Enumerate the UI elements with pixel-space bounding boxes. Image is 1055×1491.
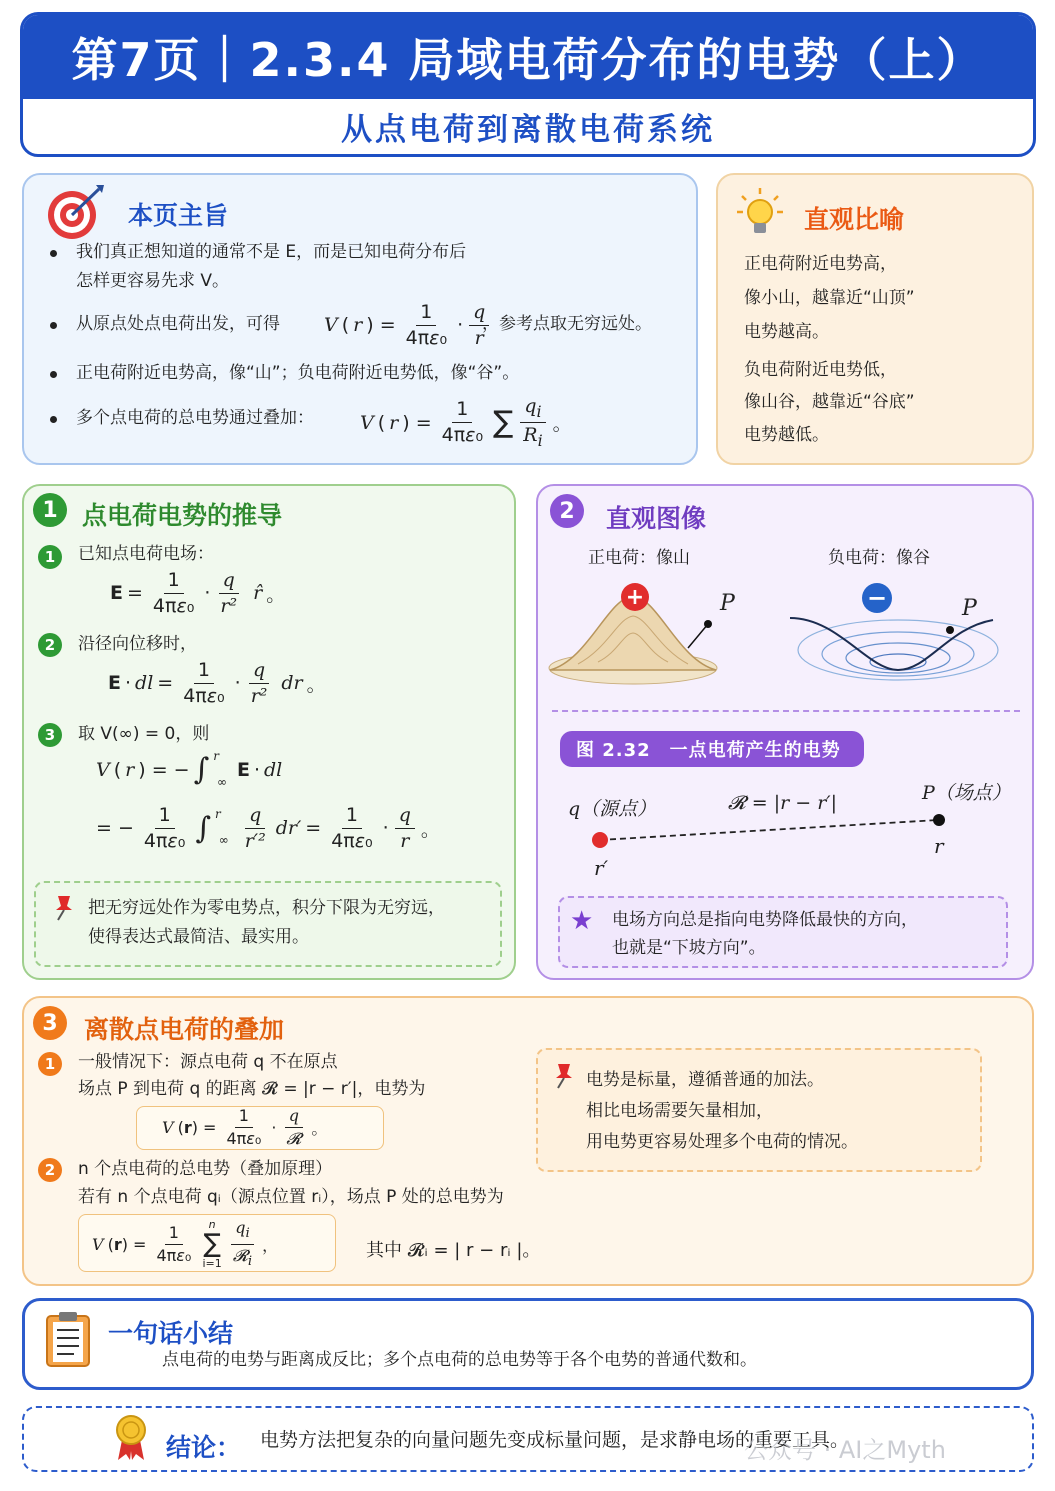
analogy-line-2: 像小山，越靠近“山顶”	[744, 288, 915, 308]
step-1-text: 已知点电荷电场：	[78, 544, 214, 564]
analogy-title: 直观比喻	[804, 205, 905, 234]
main-purpose-title: 本页主旨	[128, 201, 229, 230]
section-3-number: 3	[33, 1006, 67, 1040]
superposition-formula: V ( r ) = $\frac{1}{\text{4πε₀}}$ ∑ $\frac{q_i}{R_i}$ 。	[360, 395, 572, 450]
analogy-line-5: 像山谷，越靠近“谷底”	[744, 392, 915, 412]
item-2-line2: 若有 n 个点电荷 qᵢ（源点位置 rᵢ），场点 P 处的总电势为	[78, 1187, 504, 1207]
negative-charge-label: 负电荷：像谷	[828, 548, 930, 568]
summary-text: 点电荷的电势与距离成反比；多个点电荷的总电势等于各个电势的普通代数和。	[162, 1350, 757, 1370]
step-2-text: 沿径向位移时，	[78, 634, 197, 654]
target-icon	[44, 183, 106, 241]
potential-result-formula: = − $\frac{1}{\text{4πε₀}}$ ∫ r ∞ $\frac{q}{\text{r′²}}$ dr′ = $\frac{1}{\text{4πε₀}}$ · $\frac{q}{r}$ 。	[96, 804, 440, 852]
section-1-note	[34, 881, 502, 967]
item-1-line2: 场点 P 到电荷 q 的距离 𝓡 = |r − r′|，电势为	[78, 1079, 426, 1099]
analogy-line-6: 电势越低。	[744, 425, 829, 445]
item-1-line1: 一般情况下：源点电荷 q 不在原点	[78, 1052, 338, 1072]
negative-charge-icon: −	[862, 583, 892, 613]
positive-charge-label: 正电荷：像山	[588, 548, 690, 568]
bullet	[50, 250, 57, 257]
section-1-note-line1: 把无穷远处作为零电势点，积分下限为无穷远，	[88, 898, 445, 918]
step-3-text: 取 V(∞) = 0，则	[78, 724, 210, 744]
total-potential-formula: V (r) = $\frac{1}{\text{4πε₀}}$ n ∑ i=1 $\frac{q_i}{𝓡_i}$ ，	[92, 1217, 279, 1270]
section-1-number: 1	[33, 493, 67, 527]
main-bullet-4-prefix: 多个点电荷的总电势通过叠加：	[76, 408, 314, 428]
valley-p-label: P	[962, 596, 977, 621]
bullet	[50, 322, 57, 329]
r-label: r	[934, 834, 944, 858]
field-dl-formula: E · dl = $\frac{1}{\text{4πε₀}}$ · $\frac{q}{\text{r²}}$ dr 。	[108, 659, 326, 707]
conclusion-text: 电势方法把复杂的向量问题先变成标量问题，是求静电场的重要工具。	[260, 1429, 850, 1451]
positive-charge-icon: +	[621, 583, 649, 611]
analogy-line-3: 电势越高。	[744, 322, 829, 342]
source-q-label: q（源点）	[568, 798, 657, 820]
analogy-line-4: 负电荷附近电势低，	[744, 360, 897, 380]
section-1-title: 点电荷电势的推导	[82, 501, 283, 530]
distance-label: 𝓡 = |r − r′|	[728, 792, 838, 814]
section-2-note-line2: 也就是“下坡方向”。	[612, 938, 766, 958]
section-3-title: 离散点电荷的叠加	[84, 1015, 285, 1044]
potential-integral-formula: V ( r ) = − ∫ r ∞ E · dl	[96, 748, 283, 789]
watermark: 公众号 · AI之Myth	[744, 1436, 946, 1464]
distance-diagram	[588, 812, 950, 848]
main-bullet-1-line1: 我们真正想知道的通常不是 E，而是已知电荷分布后	[76, 242, 467, 262]
section-2-divider	[552, 710, 1020, 712]
page-title: 第7页｜2.3.4 局域电荷分布的电势（上）	[23, 15, 1033, 99]
main-bullet-2-suffix: ，参考点取无穷远处。	[482, 314, 652, 334]
r-prime-label: r′	[594, 856, 609, 880]
single-charge-formula: V (r) = $\frac{1}{\text{4πε₀}}$ · $\frac{q}{\text{𝓡}}$ 。	[162, 1106, 328, 1148]
section-3-note-line2: 相比电场需要矢量相加，	[586, 1101, 773, 1121]
medal-icon	[114, 1414, 148, 1462]
main-bullet-2-prefix: 从原点处点电荷出发，可得	[76, 314, 280, 334]
pushpin-icon	[550, 1060, 578, 1090]
bullet	[50, 416, 57, 423]
section-2-title: 直观图像	[606, 504, 707, 533]
bullet	[50, 371, 57, 378]
step-2-number: 2	[38, 633, 62, 657]
section-1-note-line2: 使得表达式最简洁、最实用。	[88, 927, 309, 947]
pushpin-icon	[50, 892, 78, 922]
star-icon: ★	[570, 906, 594, 936]
point-charge-potential-formula: V ( r ) = $\frac{1}{\text{4πε₀}}$ · $\frac{q}{r}$	[322, 302, 493, 349]
item-2-number: 2	[38, 1158, 62, 1182]
item-1-number: 1	[38, 1052, 62, 1076]
figure-caption: 图 2.32 一点电荷产生的电势	[560, 731, 864, 767]
section-2-note-line1: 电场方向总是指向电势降低最快的方向，	[612, 910, 918, 930]
clipboard-icon	[44, 1310, 92, 1368]
lightbulb-icon	[736, 186, 784, 238]
section-3-note-line1: 电势是标量，遵循普通的加法。	[586, 1070, 824, 1090]
page-subtitle: 从点电荷到离散电荷系统	[341, 112, 715, 148]
analogy-line-1: 正电荷附近电势高，	[744, 254, 897, 274]
field-formula: E = $\frac{1}{\text{4πε₀}}$ · $\frac{q}{\text{r²}}$ r̂ 。	[110, 569, 286, 617]
item-2-where: 其中 𝓡ᵢ = | r − rᵢ |。	[366, 1240, 541, 1261]
item-2-line1: n 个点电荷的总电势（叠加原理）	[78, 1159, 333, 1179]
page-header	[20, 12, 1036, 157]
main-bullet-3: 正电荷附近电势高，像“山”；负电荷附近电势低，像“谷”。	[76, 363, 520, 383]
conclusion-label: 结论：	[166, 1433, 242, 1462]
step-3-number: 3	[38, 723, 62, 747]
step-1-number: 1	[38, 545, 62, 569]
summary-title: 一句话小结	[108, 1319, 234, 1348]
potential-hill-figure	[548, 578, 768, 686]
main-bullet-1-line2: 怎样更容易先求 V。	[76, 271, 230, 291]
hill-p-label: P	[720, 591, 735, 616]
field-p-label: P（场点）	[922, 782, 1011, 804]
section-2-number: 2	[550, 494, 584, 528]
section-3-note-line3: 用电势更容易处理多个电荷的情况。	[586, 1132, 858, 1152]
